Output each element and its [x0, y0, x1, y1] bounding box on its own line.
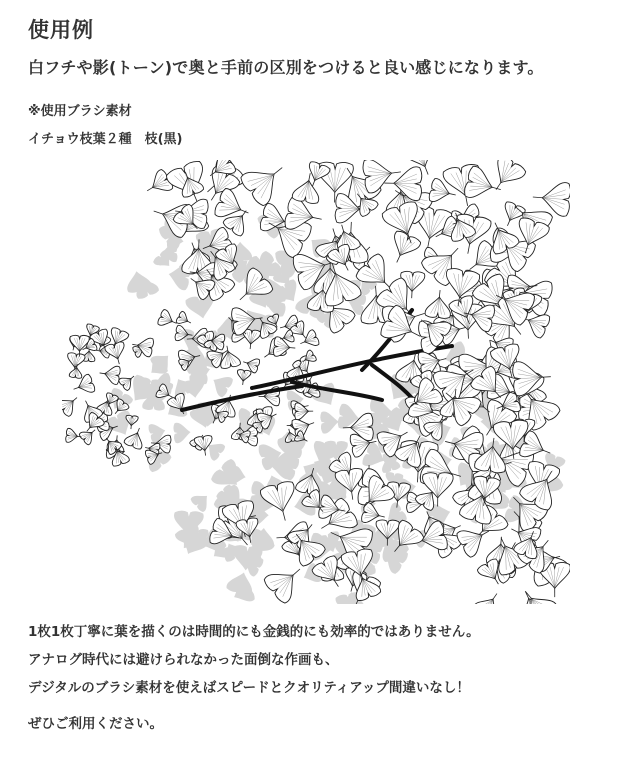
ginkgo-leaf: [78, 424, 99, 445]
body-text-line-3: デジタルのブラシ素材を使えばスピードとクオリティアップ間違いなし！: [28, 680, 470, 696]
ginkgo-leaf: [532, 180, 570, 216]
tone-leaf: [208, 370, 235, 398]
ginkgo-leaf: [98, 364, 120, 385]
page-subtitle: 白フチや影(トーン)で奥と手前の区別をつけると良い感じになります。: [28, 58, 544, 77]
tone-leaf: [182, 378, 206, 399]
ginkgo-leaf: [295, 403, 314, 420]
tone-leaf: [231, 544, 263, 571]
brush-name: イチョウ枝葉２種 枝(黒): [28, 132, 183, 147]
ginkgo-leaf: [384, 229, 422, 268]
tone-leaf: [173, 422, 191, 444]
closing-text: ぜひご利用ください。: [28, 716, 163, 732]
ginkgo-leaf: [236, 369, 251, 386]
ginkgo-leaf: [483, 160, 527, 198]
page-title: 使用例: [28, 18, 94, 42]
tone-leaf: [189, 489, 213, 513]
illustration-canvas: [62, 160, 570, 604]
ginkgo-leaf: [472, 587, 507, 604]
ginkgo-leaf: [238, 160, 293, 208]
ginkgo-branch-illustration: [62, 160, 570, 604]
body-text-line-1: 1枚1枚丁寧に葉を描くのは時間的にも金銭的にも効率的ではありません。: [28, 624, 480, 640]
ginkgo-leaf: [62, 391, 83, 418]
brush-label: ※使用ブラシ素材: [28, 104, 132, 119]
ginkgo-leaf: [362, 160, 403, 194]
ginkgo-leaf: [131, 335, 155, 357]
ginkgo-leaf: [425, 289, 453, 319]
tone-leaf: [320, 411, 340, 434]
body-text-line-2: アナログ時代には避けられなかった面倒な作画も、: [28, 652, 339, 668]
